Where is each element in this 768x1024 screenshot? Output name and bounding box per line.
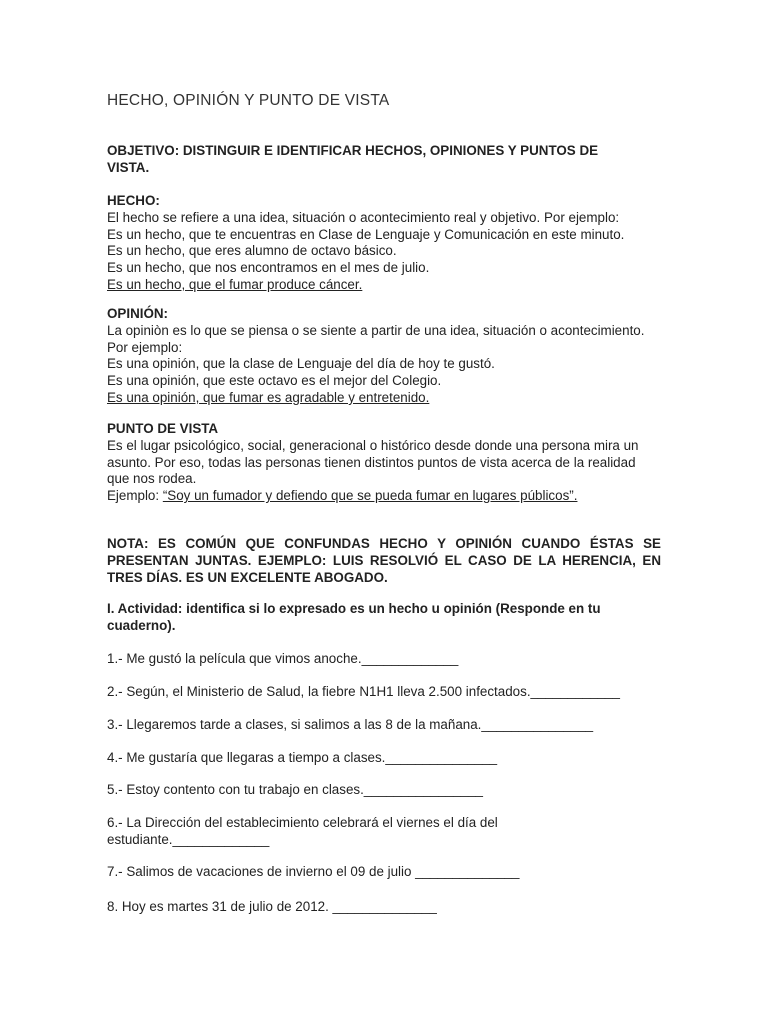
hecho-section (107, 193, 667, 294)
question-5: 5.- Estoy contento con tu trabajo en clases.________________ (107, 782, 483, 797)
opinion-line: Por ejemplo: (107, 339, 183, 355)
hecho-line: Es un hecho, que nos encontramos en el mes de julio. (107, 260, 430, 276)
opinion-line: Es una opinión, que este octavo es el mejor del Colegio. (107, 373, 442, 389)
hecho-line: El hecho se refiere a una idea, situación o acontecimiento real y objetivo. Por ejemplo: (107, 209, 620, 225)
opinion-line: Es una opinión, que la clase de Lenguaje del día de hoy te gustó. (107, 356, 495, 372)
question-8: 8. Hoy es martes 31 de julio de 2012. ______________ (107, 899, 437, 914)
question-7: 7.- Salimos de vacaciones de invierno el 09 de julio ______________ (107, 864, 520, 879)
nota: NOTA: ES COMÚN QUE CONFUNDAS HECHO Y OPINIÓN CUANDO ÉSTAS SE PRESENTAN JUNTAS. EJEMPLO: LUIS RESOLVIÓ EL CASO DE LA HERENCIA, EN TRES DÍAS. ES UN EXCELENTE ABOGADO. (107, 536, 661, 585)
opinion-underlined-example: Es una opinión, que fumar es agradable y entretenido. (107, 389, 430, 405)
punto-vista-section (107, 421, 657, 505)
opinion-line: La opiniòn es lo que se piensa o se siente a partir de una idea, situación o acontecimiento. (107, 322, 645, 338)
question-4: 4.- Me gustaría que llegaras a tiempo a clases._______________ (107, 750, 498, 765)
punto-vista-text: Es el lugar psicológico, social, generacional o histórico desde donde una persona mira un asunto. Por eso, todas las personas tienen distintos puntos de vista acerca de la realidad que nos rodea. (107, 437, 639, 487)
question-2: 2.- Según, el Ministerio de Salud, la fiebre N1H1 lleva 2.500 infectados.____________ (107, 684, 620, 699)
ejemplo-label: Ejemplo: (107, 488, 163, 504)
objetivo: OBJETIVO: DISTINGUIR E IDENTIFICAR HECHOS, OPINIONES Y PUNTOS DE VISTA. (107, 143, 599, 175)
hecho-heading: HECHO: (107, 193, 160, 208)
hecho-underlined-example: Es un hecho, que el fumar produce cáncer. (107, 276, 363, 292)
hecho-line: Es un hecho, que te encuentras en Clase de Lenguaje y Comunicación en este minuto. (107, 226, 625, 242)
ejemplo-quote: “Soy un fumador y defiendo que se pueda fumar en lugares públicos”. (162, 488, 578, 504)
hecho-line: Es un hecho, que eres alumno de octavo básico. (107, 243, 397, 259)
document-title: HECHO, OPINIÓN Y PUNTO DE VISTA (107, 92, 390, 109)
question-1: 1.- Me gustó la película que vimos anoche._____________ (107, 651, 459, 666)
opinion-section (107, 306, 667, 407)
punto-vista-heading: PUNTO DE VISTA (107, 421, 219, 436)
opinion-heading: OPINIÓN: (107, 306, 169, 321)
question-3: 3.- Llegaremos tarde a clases, si salimos a las 8 de la mañana._______________ (107, 717, 594, 732)
question-6: 6.- La Dirección del establecimiento celebrará el viernes el día del estudiante._____________ (107, 815, 498, 847)
actividad-heading: I. Actividad: identifica si lo expresado es un hecho u opinión (Responde en tu cuaderno). (107, 601, 601, 633)
